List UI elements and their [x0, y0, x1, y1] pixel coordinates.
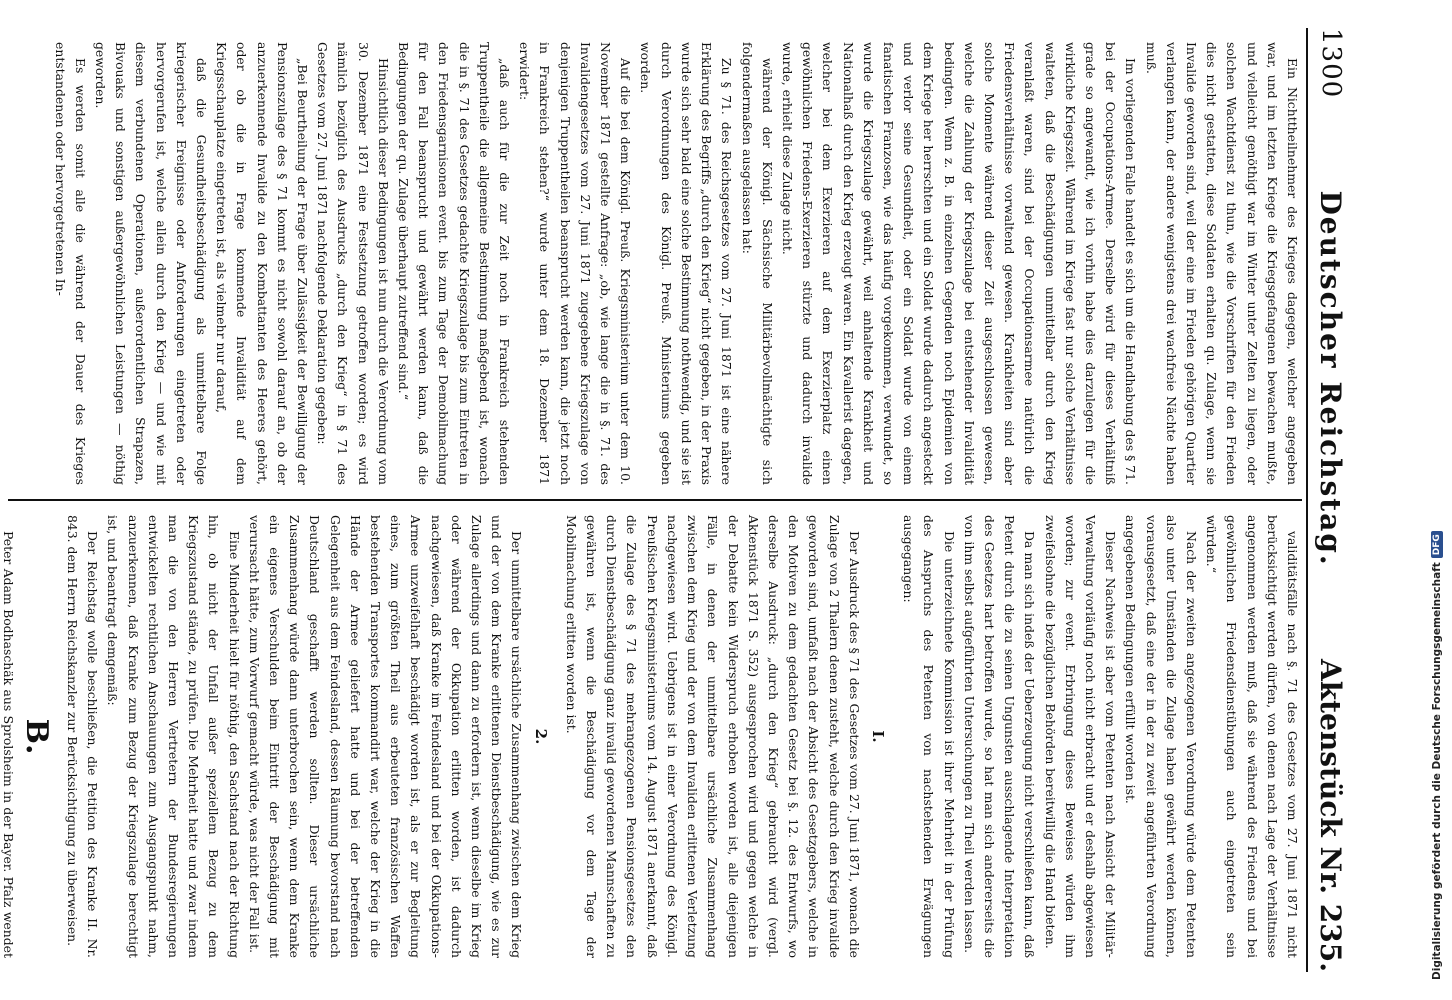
left-column — [8, 28, 1302, 499]
paragraph: Da man sich indeß der Ueberzeugung nicht verschließen kann, daß Petent durch die zu seinen Ungunsten ausschlagende Interpretation des Gesetzes hart betroffen wurde, so hat man sich andererseits die von ihm selbst aufgeführten Untersuchungen zu Theil werden lassen. — [961, 515, 1038, 958]
paragraph: „Bei Beurtheilung der Frage über Zulässigkeit der Bewilligung der Pensionszulage des § 71 kommt es nicht sowohl darauf an, ob der anzuerkennende Invalide zu den Kombattanten des Heeres gehört, oder ob die in Frage kommende Invalidität auf dem Kriegsschauplatze eingetreten ist, als vielmehr nur darauf, — [214, 42, 311, 485]
paragraph: Hinsichtlich dieser Bedingungen ist nun durch die Verordnung vom 30. Dezember 1871 eine Festsetzung getroffen worden; es wird nämlich bezüglich des Ausdrucks „durch den Krieg“ in § 71 des Gesetzes vom 27. Juni 1871 nachfolgende Deklaration gegeben: — [315, 42, 391, 485]
section-heading-b: B. — [18, 718, 54, 755]
page-header — [1306, 28, 1354, 972]
paragraph: Der Reichstag wolle beschließen, die Petition des Kranke II. Nr. 843. dem Herrn Reichskanzler zur Berücksichtigung zu überweisen. — [65, 515, 101, 958]
text-columns — [0, 28, 1302, 972]
paragraph: Eine Minderheit hielt für nöthig, den Sachstand nach der Richtung hin, ob nicht der Unfall außer speziellem Bezug zu dem Kriegszustand stände, zu prüfen. Die Mehrheit hatte und zwar indem man die von den Herren Vertretern der Bundesregierungen entwickelten rechtlichen Anschauungen zum Ausgangspunkt nahm, anzuerkennen, daß Kranke zum Bezug der Kriegszulage berechtigt ist, und beantragt demgemäß: — [105, 515, 242, 958]
right-column — [0, 499, 1302, 972]
section-heading-2: 2. — [531, 728, 550, 745]
digitization-credit — [1400, 20, 1443, 980]
paragraph: daß die Gesundheitsbeschädigung als unmittelbare Folge kriegerischer Ereignisse oder Anforderungen eingetreten oder hervorgerufen ist, welche allein durch den Krieg — und wie mit diesem verbundenen Operationen, außerordentlichen Strapazen, Bivouaks und sonstigen außergewöhnlichen Leistungen — nöthig geworden. — [93, 42, 210, 485]
paragraph: Der unmittelbare ursächliche Zusammenhang zwischen dem Krieg und der von dem Kranke erlittenen Dienstbeschädigung, wie es zur Zulage allerdings und dann zu erfordern ist, wenn dieselbe im Krieg oder während der Okkupation erlitten worden, ist dadurch nachgewiesen, daß Kranke im Feindesland und bei der Okkupations-Armee unzweifelhaft beschädigt worden ist, als er zur Begleitung eines, zum größten Theil aus erbeuteten französischen Waffen bestehenden Transportes kommandirt war, welche der Krieg in die Hände der Armee geliefert hatte und bei der betreffenden Gelegenheit aus dem Feindesland, dessen Räumung bevorstand nach Deutschland geschafft werden sollten. Dieser ursächliche Zusammenhang würde dann unterbrochen sein, wenn dem Kranke ein eigenes Verschulden beim Eintritt der Beschädigung mit verursacht hätte, zum Vorwurf gemacht würde, was nicht der Fall ist. — [246, 515, 525, 958]
credit-text: Digitalisierung gefördert durch die Deutsche Forschungsgemeinschaft — [1431, 562, 1443, 980]
credit-line — [1422, 20, 1452, 980]
paragraph: Es werden somit alle die während der Dauer des Krieges entstandenen oder hervorgetretenen In- — [52, 42, 88, 485]
paragraph: validitätsfälle nach §. 71 des Gesetzes vom 27. Juni 1871 nicht berücksichtigt werden dürfen, von denen nach Lage der Verhältnisse angenommen werden muß, daß sie während des Friedens und bei gewöhnlichen Friedensdienstübungen auch eingetreten sein würden.“ — [1204, 515, 1300, 958]
paragraph: Nach der zweiten angezogenen Verordnung würde dem Petenten also unter Umständen die Zulage haben gewährt werden können, vorausgesetzt, daß eine der in der zu zweit angeführten Verordnung angegebenen Bedingungen erfüllt worden ist. — [1123, 515, 1199, 958]
paragraph: Der Ausdruck des § 71 des Gesetzes vom 27. Juni 1871, wonach die Zulage von 2 Thalern denen zusteht, welche durch den Krieg invalide geworden sind, umfaßt nach der Absicht des Gesetzgebers, welche in den Motiven zu dem gedachten Gesetz bei §. 12. des Entwurfs, wo derselbe Ausdruck: „durch den Krieg“ gebraucht wird (vergl. Aktenstück 1871 S. 352) ausgesprochen wird und gegen welche in der Debatte kein Widerspruch erhoben worden ist, alle diejenigen Fälle, in denen der unmittelbare ursächliche Zusammenhang zwischen dem Krieg und der von dem Invaliden erlittenen Verletzung nachgewiesen wird. Uebrigens ist in einer Verordnung des Königl. Preußischen Kriegsministeriums vom 14. August 1871 anerkannt, daß die Zulage des § 71 des mehrangezogenen Pensionsgesetzes den durch Dienstbeschädigung ganz invalid gewordenen Mannschaften zu gewähren ist, wenn die Beschädigung vor dem Tage der Mobilmachung erlitten worden ist. — [563, 515, 862, 958]
paragraph: während der Königl. Sächsische Militärbevollmächtigte sich folgendermaßen ausgelassen hat: — [739, 42, 775, 485]
paragraph: „daß auch für die zur Zeit noch in Frankreich stehenden Truppentheile die allgemeine Bestimmung maßgebend ist, wonach die in §. 71 des Gesetzes gedachte Kriegszulage bis zum Eintreten in den Friedensgarnisonen event. bis zum Tage der Demobilmachung für den Fall beansprucht und gewährt werden kann, daß die Bedingungen der qu. Zulage überhaupt zutreffend sind.“ — [396, 42, 513, 485]
paragraph: Zu § 71. des Reichsgesetzes vom 27. Juni 1871 ist eine nähere Erklärung des Begriffs „durch den Krieg“ nicht gegeben, in der Praxis wurde sich sehr bald eine solche Bestimmung nothwendig, und sie ist durch Verordnungen des Königl. Preuß. Ministeriums gegeben worden. — [638, 42, 735, 485]
paragraph: Im vorliegenden Falle handelt es sich um die Handhabung des § 71. bei der Occupations-Armee. Derselbe wird für dieses Verhältniß grade so angewandt, wie ich vorhin habe dies darzulegen für die wirkliche Kriegszeit. Während im Kriege fast nur solche Verhältnisse walteten, daß die Beschädigungen unmittelbar durch den Krieg veranlaßt waren, sind bei der Occupationsarmee natürlich die Friedensverhältnisse vorwaltend gewesen. Krankheiten sind aber solche Momente während dieser Zeit ausgeschlossen gewesen, welche die Zahlung der Kriegszulage bei entstehender Invalidität bedingten. Wenn z. B. in einzelnen Gegenden noch Epidemien von dem Kriege her herrschten und ein Soldat wurde dadurch angesteckt und verlor seine Gesundheit, oder ein Soldat wurde von einem fanatischen Franzosen, wie das häufig vorgekommen, verwundet, so wurde die Kriegszulage gewährt, weil anhaltende Krankheit und Nationalhaß durch den Krieg erzeugt waren. Ein Kavallerist dagegen, welcher bei dem Exerzieren auf dem Exerzierplatz einen gewöhnlichen Friedens-Exerzieren stürzte und dadurch invalide wurde, erhielt diese Zulage nicht. — [779, 42, 1139, 485]
document-reference: Aktenstück Nr. 235. — [1314, 659, 1348, 972]
section-heading-1: I. — [868, 730, 887, 743]
dfg-logo-badge: DFG — [1431, 531, 1443, 558]
running-title: Deutscher Reichstag. — [1314, 190, 1348, 567]
paragraph: Auf die bei dem Königl. Preuß. Kriegsministerium unter dem 10. November 1871 gestellte Anfrage: „ob, wie lange die in §. 71. des Invalidengesetzes vom 27. Juni 1871 zugegebene Kriegszulage von denjenigen Truppentheilen beansprucht werden kann, die jetzt noch in Frankreich stehen?“ wurde unter dem 18. Dezember 1871 erwidert: — [517, 42, 634, 485]
page-number: 1300 — [1316, 28, 1346, 99]
paragraph: Peter Adam Bodhaschäk aus Sprolsheim in der Bayer. Pfalz wendet — [0, 531, 16, 958]
paragraph: Die unterzeichnete Kommission ist ihrer Mehrheit in der Prüfung des Anspruchs des Petenten von nachstehenden Erwägungen ausgegangen: — [901, 515, 957, 958]
document-page — [0, 20, 1360, 980]
paragraph: Ein Nichttheilnehmer des Krieges dagegen, welcher angegeben war, und im letzten Kriege die Kriegsgefangenen bewachen mußte, und vielleicht genöthigt war im Winter unter Zelten zu liegen, oder solchen Wachtdienst zu thun, wie die Vorschriften für den Frieden dies nicht gestatten, diese Soldaten erhalten qu. Zulage, wenn sie Invalide geworden sind, weil der eine im Frieden gehörigen Quartier verlangen kann, der andere wenigstens drei wachfreie Nächte haben muß. — [1143, 42, 1300, 485]
paragraph: Dieser Nachweis ist aber vom Petenten nach Ansicht der Militär-Verwaltung vorläufig noch nicht erbracht und er deshalb abgewiesen worden; zur event. Erbringung dieses Beweises würden ihm zweifelsohne die bezüglichen Behörden bereitwillig die Hand bieten. — [1042, 515, 1119, 958]
